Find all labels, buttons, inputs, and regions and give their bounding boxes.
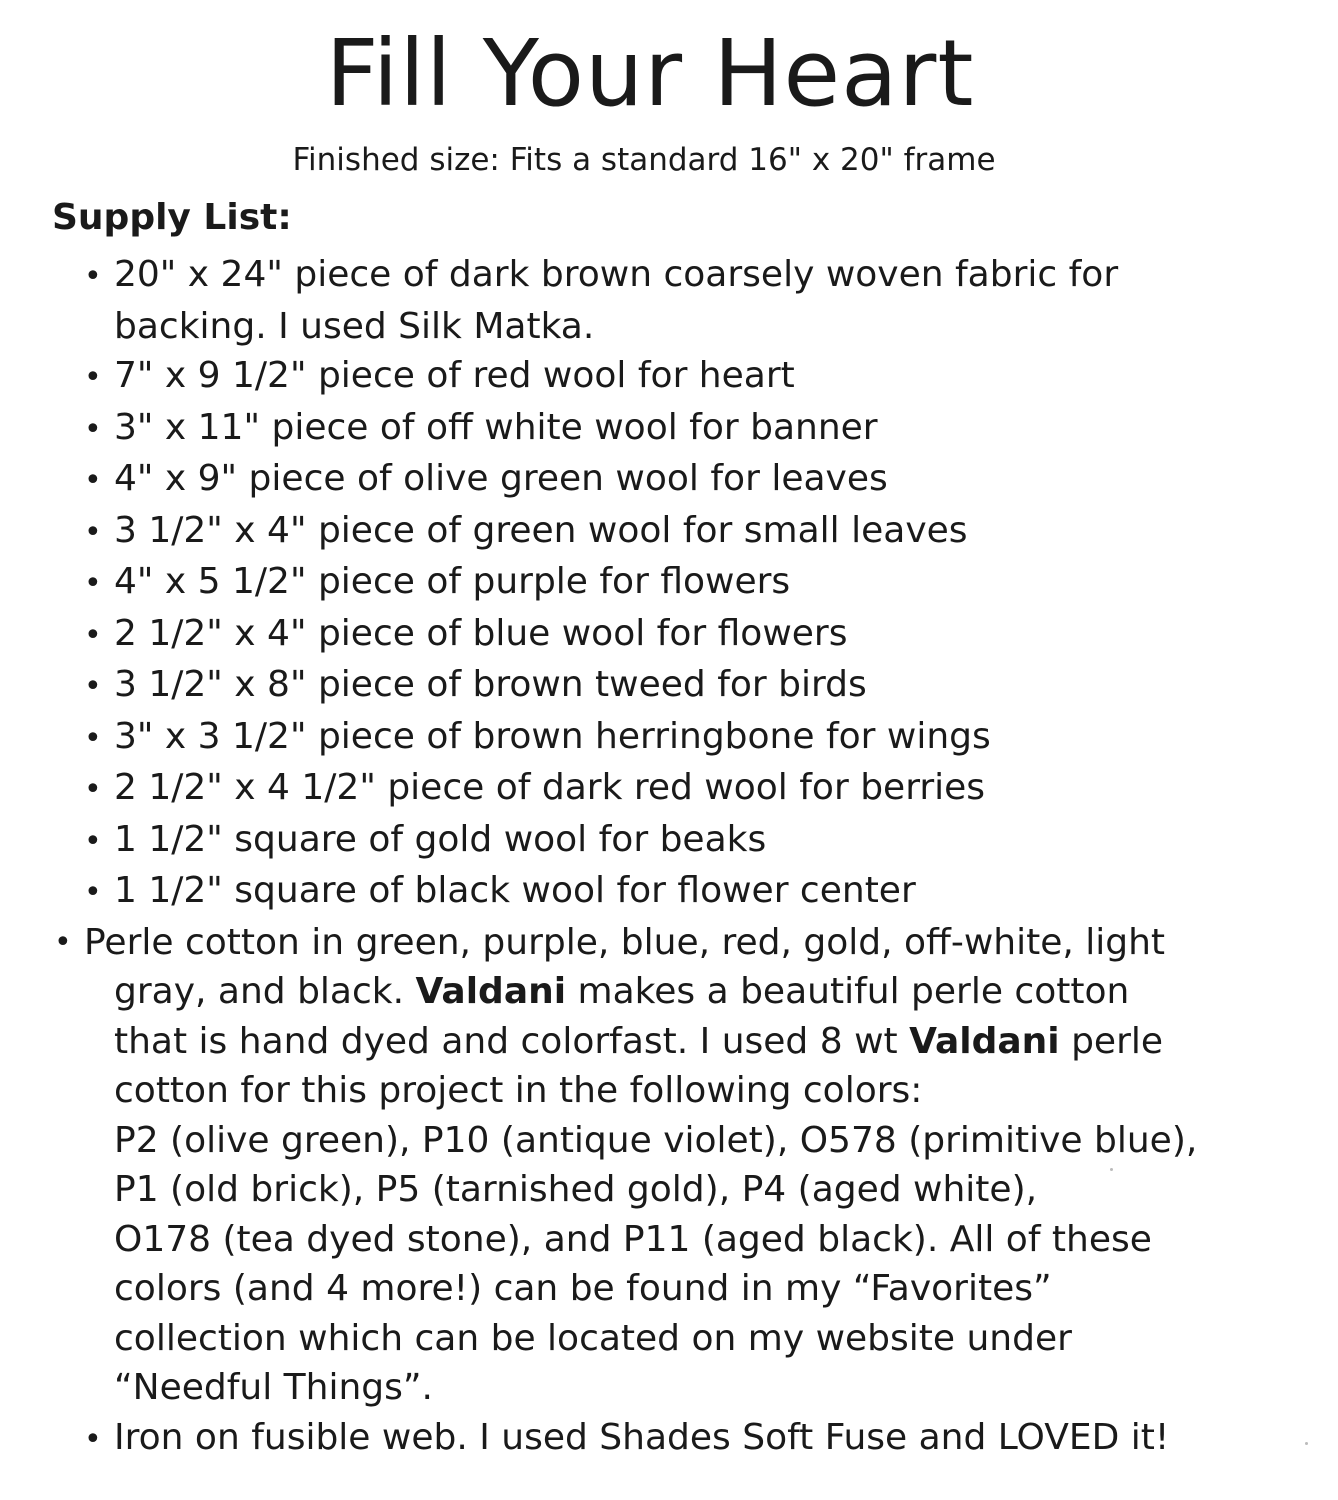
list-item-text: 3 1/2" x 8" piece of brown tweed for birds (114, 664, 867, 705)
perle-text: that is hand dyed and colorfast. I used 8 wt (114, 1020, 910, 1062)
perle-cotton-item (48, 918, 1298, 1413)
list-item (48, 660, 1298, 712)
color-codes-line: O178 (tea dyed stone), and P11 (aged black). All of these (114, 1218, 1152, 1260)
list-item (48, 815, 1298, 867)
perle-line: Perle cotton in green, purple, blue, red, gold, off-white, light (84, 921, 1166, 963)
perle-text: perle (1059, 1020, 1164, 1062)
list-item (48, 351, 1298, 403)
page-title: Fill Your Heart (325, 20, 975, 127)
perle-line: “Needful Things”. (114, 1367, 433, 1408)
finished-size-text: Finished size: Fits a standard 16" x 20" frame (292, 142, 996, 178)
bullet-icon: • (84, 411, 102, 447)
bullet-icon: • (84, 1421, 102, 1457)
list-item-text: 3 1/2" x 4" piece of green wool for small leaves (114, 509, 968, 551)
bullet-icon: • (84, 823, 102, 859)
list-item-text: 2 1/2" x 4 1/2" piece of dark red wool for berries (114, 767, 986, 808)
perle-text: gray, and black. (114, 971, 416, 1012)
bullet-icon: • (84, 259, 102, 294)
bullet-icon: • (54, 924, 72, 960)
list-item-text: 2 1/2" x 4" piece of blue wool for flowers (114, 612, 848, 654)
bullet-icon: • (84, 617, 102, 653)
list-item-text: 7" x 9 1/2" piece of red wool for heart (114, 355, 795, 396)
bullet-icon: • (84, 875, 102, 910)
list-item (48, 454, 1298, 506)
bullet-icon: • (84, 566, 102, 601)
list-item-text: 4" x 5 1/2" piece of purple for flowers (114, 561, 791, 602)
list-item (48, 250, 1298, 351)
list-item-text: 1 1/2" square of gold wool for beaks (114, 818, 767, 860)
perle-line: cotton for this project in the following colors: (114, 1070, 923, 1111)
list-item (48, 557, 1298, 609)
list-item (48, 1413, 1298, 1465)
bullet-icon: • (84, 669, 102, 704)
perle-text: makes a beautiful perle cotton (566, 971, 1130, 1012)
list-item-text: 4" x 9" piece of olive green wool for leaves (114, 458, 888, 499)
list-item (48, 403, 1298, 455)
color-codes-line: P2 (olive green), P10 (antique violet), O578 (primitive blue), (114, 1119, 1198, 1161)
list-item (48, 609, 1298, 661)
bullet-icon: • (84, 463, 102, 498)
bullet-icon: • (84, 514, 102, 550)
list-item-text: 3" x 11" piece of off white wool for banner (114, 406, 878, 448)
perle-line (114, 967, 1298, 1017)
bullet-icon: • (84, 360, 102, 395)
list-item-text: 1 1/2" square of black wool for flower center (114, 870, 916, 911)
bullet-icon: • (84, 772, 102, 807)
list-item (48, 712, 1298, 764)
list-item (48, 763, 1298, 815)
list-item-text: Iron on fusible web. I used Shades Soft Fuse and LOVED it! (114, 1416, 1170, 1458)
perle-line (114, 1017, 1298, 1067)
brand-name: Valdani (415, 971, 567, 1012)
list-item (48, 866, 1298, 918)
color-codes-line: P1 (old brick), P5 (tarnished gold), P4 (aged white), (114, 1169, 1038, 1210)
list-item (48, 506, 1298, 558)
brand-name: Valdani (909, 1020, 1060, 1062)
perle-line: collection which can be located on my website under (114, 1317, 1072, 1359)
bullet-icon: • (84, 720, 102, 756)
scan-speck (1110, 1168, 1113, 1171)
list-item-text: 20" x 24" piece of dark brown coarsely woven fabric for backing. I used Silk Matka. (114, 254, 1119, 347)
supply-list (48, 250, 1298, 1464)
scan-speck (1305, 1442, 1308, 1445)
supply-list-heading: Supply List: (52, 197, 292, 238)
perle-line: colors (and 4 more!) can be found in my “Favorites” (114, 1268, 1052, 1309)
list-item-text: 3" x 3 1/2" piece of brown herringbone for wings (114, 715, 991, 757)
